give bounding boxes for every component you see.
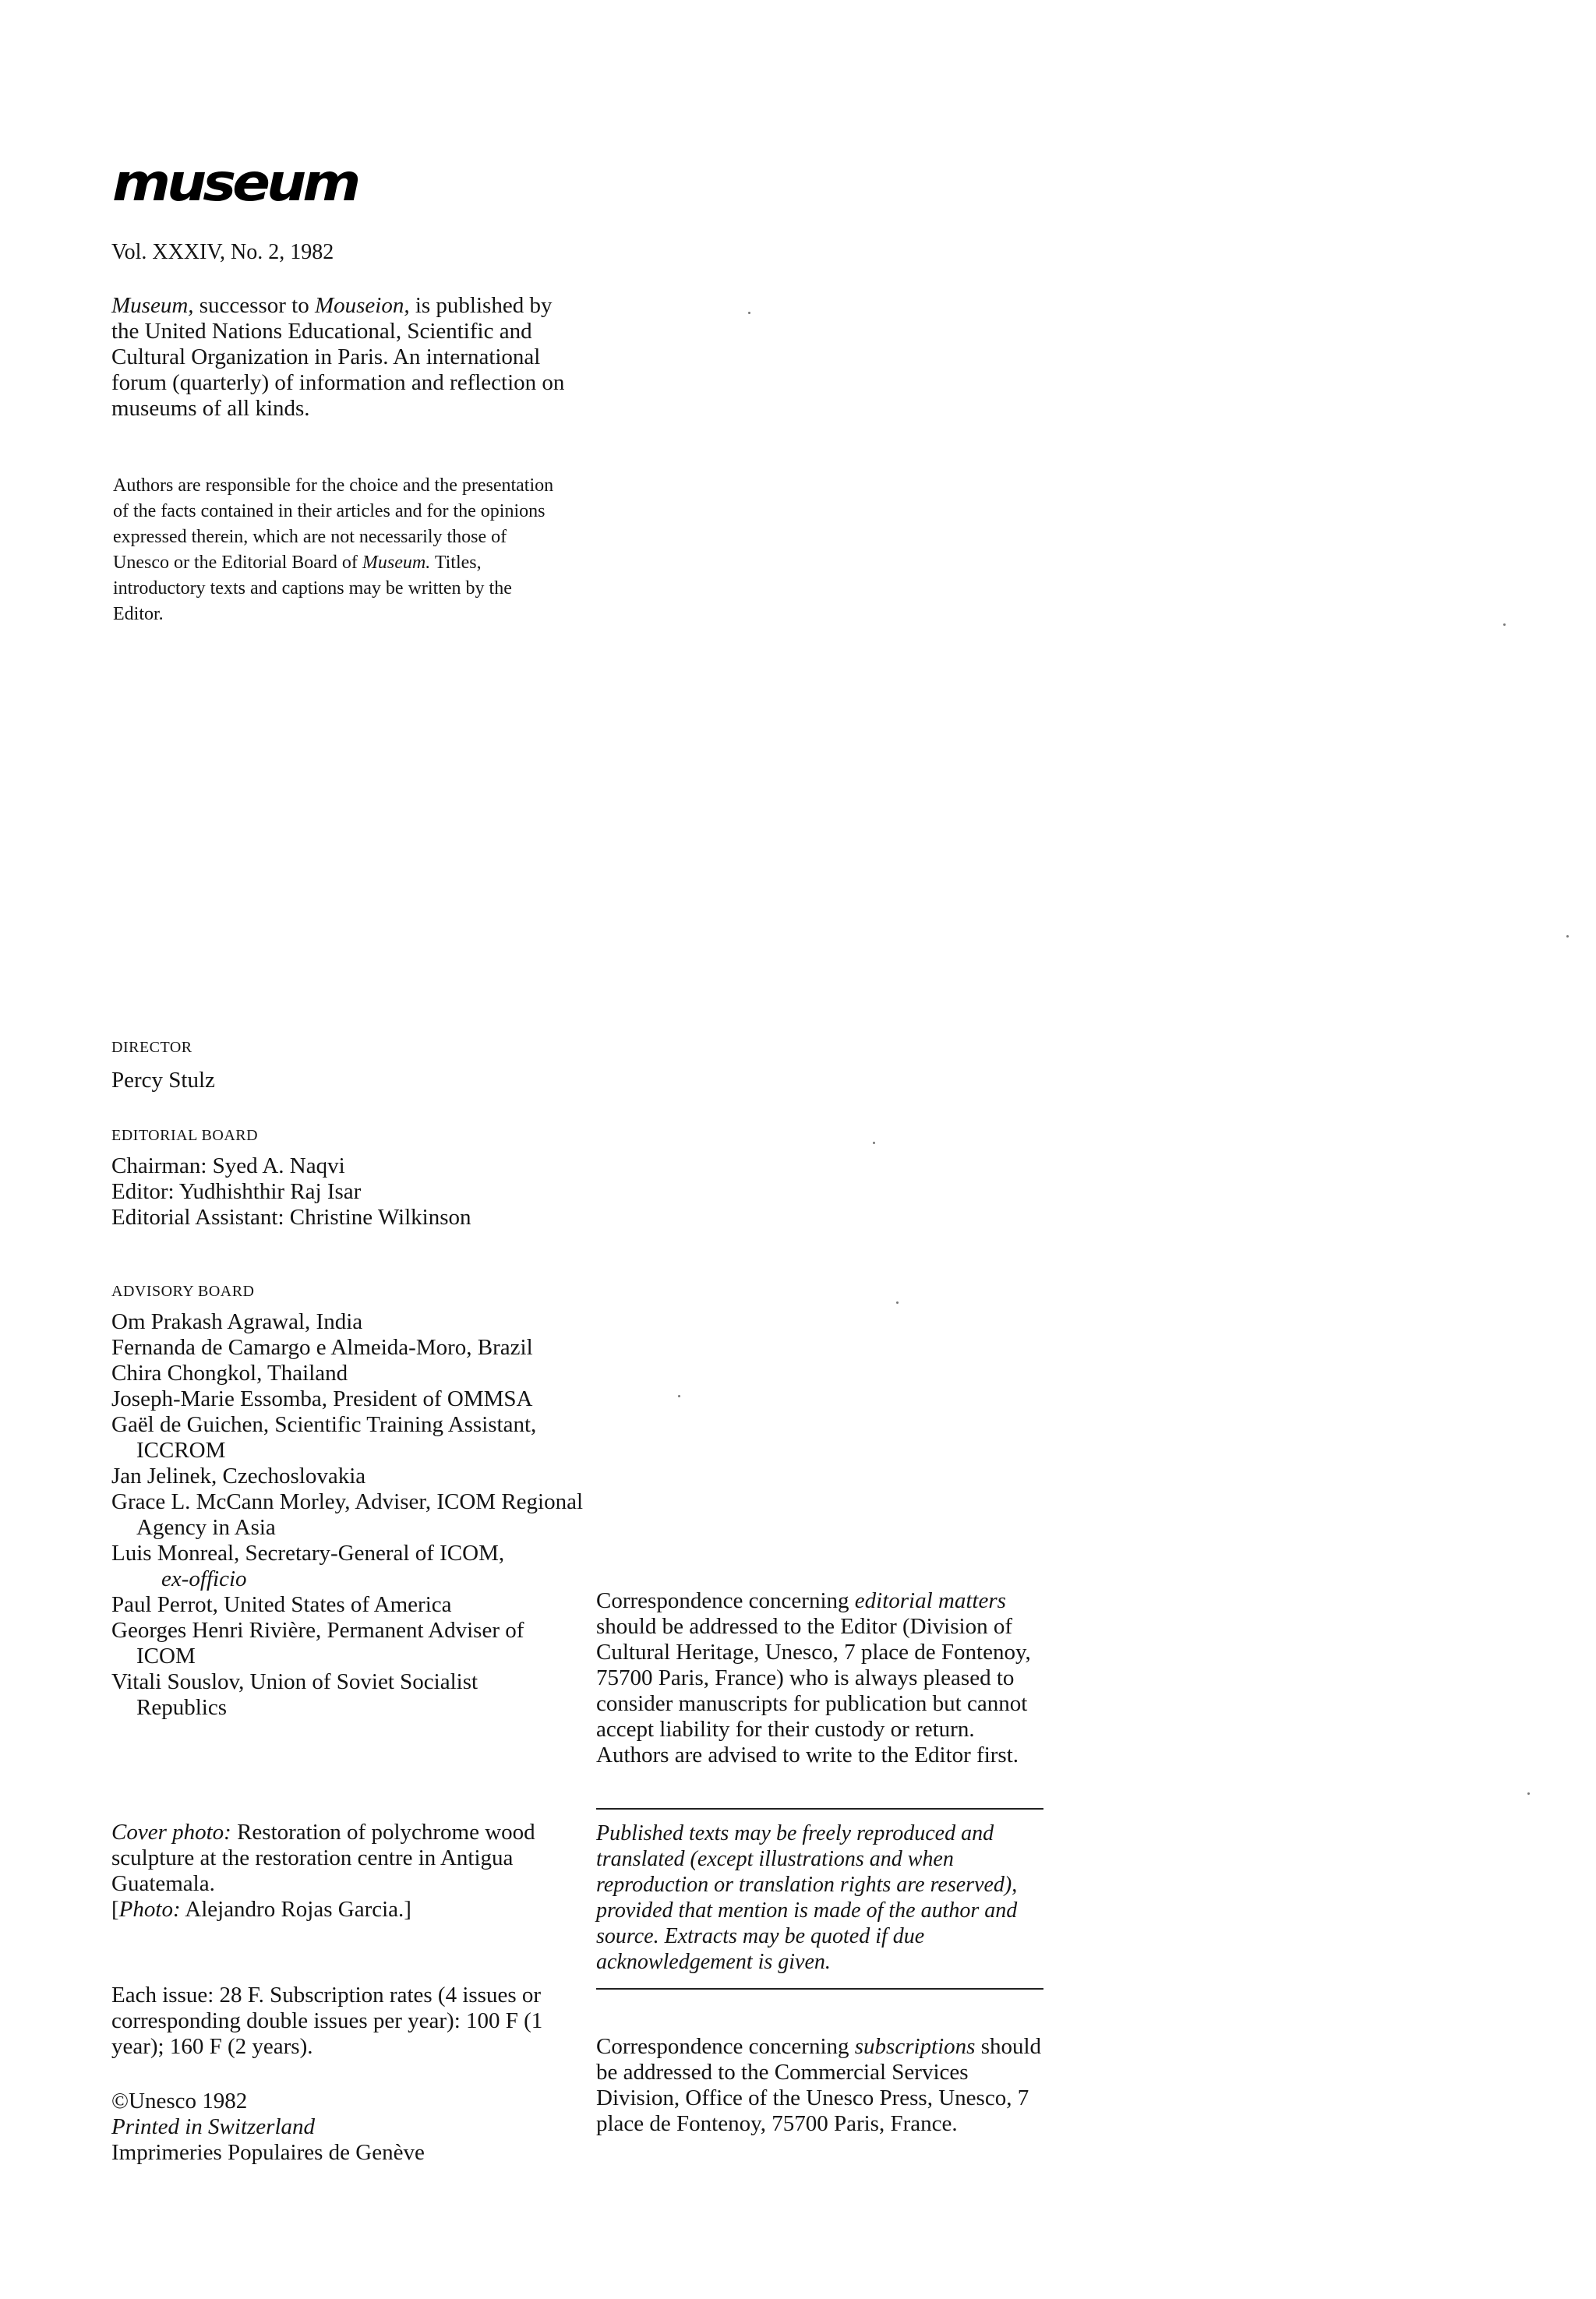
corr-ed-emphasis: editorial matters (854, 1588, 1006, 1613)
advisory-member: Grace L. McCann Morley, Adviser, ICOM Regional Agency in Asia (111, 1489, 584, 1540)
scan-speck (1503, 623, 1506, 626)
authors-text-2: Titles, introductory texts and captions may be written by the Editor. (113, 553, 512, 624)
advisory-member: Paul Perrot, United States of America (111, 1592, 452, 1617)
director-name: Percy Stulz (111, 1068, 215, 1093)
advisory-member: Fernanda de Camargo e Almeida-Moro, Brazil (111, 1335, 533, 1360)
intro-paragraph (111, 293, 579, 422)
museum-logo: museum (112, 152, 358, 213)
intro-text-2: is published by the United Nations Educational, Scientific and Cultural Organization in Paris. An international forum (quarterly) of information and reflection on museums of all kinds. (111, 293, 565, 421)
advisory-member: Jan Jelinek, Czechoslovakia (111, 1464, 366, 1489)
photo-bracket: [ (111, 1897, 119, 1922)
divider-rule (596, 1808, 1043, 1810)
editorial-board-list (111, 1153, 471, 1231)
advisory-member (111, 1541, 579, 1592)
mouseion-title: Mouseion, (314, 293, 410, 318)
authors-disclaimer (113, 473, 565, 627)
editorial-member: Editor: Yudhishthir Raj Isar (111, 1179, 362, 1204)
advisory-member: Georges Henri Rivière, Permanent Adviser of ICOM (111, 1618, 524, 1669)
advisory-member-name: Luis Monreal, Secretary-General of ICOM, (111, 1541, 505, 1566)
intro-text-1: successor to (193, 293, 315, 318)
volume-line: Vol. XXXIV, No. 2, 1982 (111, 240, 334, 264)
printer-line: Imprimeries Populaires de Genève (111, 2140, 425, 2165)
editorial-correspondence (596, 1588, 1048, 1768)
cover-photo-text: Restoration of polychrome wood sculpture at the restoration centre in Antigua Guatemala. (111, 1820, 535, 1896)
cover-photo-caption (111, 1820, 556, 1923)
corr-sub-text-2: should be addressed to the Commercial Services Division, Office of the Unesco Press, Unesco, 7 place de Fontenoy, 75700 Paris, France. (596, 2034, 1042, 2136)
editorial-board-label: EDITORIAL BOARD (111, 1127, 259, 1144)
scan-speck (748, 312, 750, 314)
scan-speck (1527, 1792, 1530, 1795)
authors-text-1: Authors are responsible for the choice and the presentation of the facts contained in their articles and for the opinions expressed therein, which are not necessarily those of Unesco or the Editorial Board of (113, 475, 554, 573)
corr-ed-text-2: should be addressed to the Editor (Division of Cultural Heritage, Unesco, 7 place de Fontenoy, 75700 Paris, France) who is always pleased to consider manuscripts for publication but cannot accept liability for their custody or return. Authors are advised to write to the Editor first. (596, 1614, 1031, 1768)
subscription-correspondence (596, 2034, 1048, 2137)
corr-sub-emphasis: subscriptions (854, 2034, 976, 2059)
photo-credit: Alejandro Rojas Garcia.] (180, 1897, 411, 1922)
reproduction-notice: Published texts may be freely reproduced and translated (except illustrations and when reproduction or translation rights are reserved), provided that mention is made of the author and source. Extracts may be quoted if due acknowledgement is given. (596, 1821, 1018, 1974)
editorial-member: Editorial Assistant: Christine Wilkinson (111, 1205, 471, 1230)
director-label: DIRECTOR (111, 1039, 192, 1056)
printed-in-line: Printed in Switzerland (111, 2114, 315, 2139)
advisory-member: Joseph-Marie Essomba, President of OMMSA (111, 1386, 533, 1411)
cover-photo-label: Cover photo: (111, 1820, 231, 1845)
photo-label: Photo: (118, 1897, 181, 1922)
subscription-rates: Each issue: 28 F. Subscription rates (4 issues or corresponding double issues per year): 100 F (1 year); 160 F (2 years). (111, 1983, 543, 2059)
editorial-member: Chairman: Syed A. Naqvi (111, 1153, 345, 1178)
ex-officio-note: ex-officio (161, 1566, 247, 1591)
advisory-member: Chira Chongkol, Thailand (111, 1361, 348, 1386)
copyright-line: ©Unesco 1982 (111, 2089, 248, 2114)
advisory-board-list (111, 1309, 584, 1721)
corr-sub-text-1: Correspondence concerning (596, 2034, 855, 2059)
corr-ed-text-1: Correspondence concerning (596, 1588, 855, 1613)
advisory-member: Vitali Souslov, Union of Soviet Socialist Republics (111, 1669, 478, 1720)
scan-speck (896, 1301, 899, 1304)
museum-title-2: Museum. (362, 553, 431, 573)
scan-speck (678, 1395, 680, 1397)
advisory-member: Om Prakash Agrawal, India (111, 1309, 363, 1334)
advisory-member: Gaël de Guichen, Scientific Training Assistant, ICCROM (111, 1412, 537, 1463)
scan-speck (873, 1142, 875, 1144)
museum-title: Museum, (111, 293, 194, 318)
scan-speck (1566, 935, 1569, 938)
copyright-block (111, 2089, 425, 2166)
advisory-board-label: ADVISORY BOARD (111, 1283, 255, 1300)
divider-rule (596, 1988, 1043, 1990)
